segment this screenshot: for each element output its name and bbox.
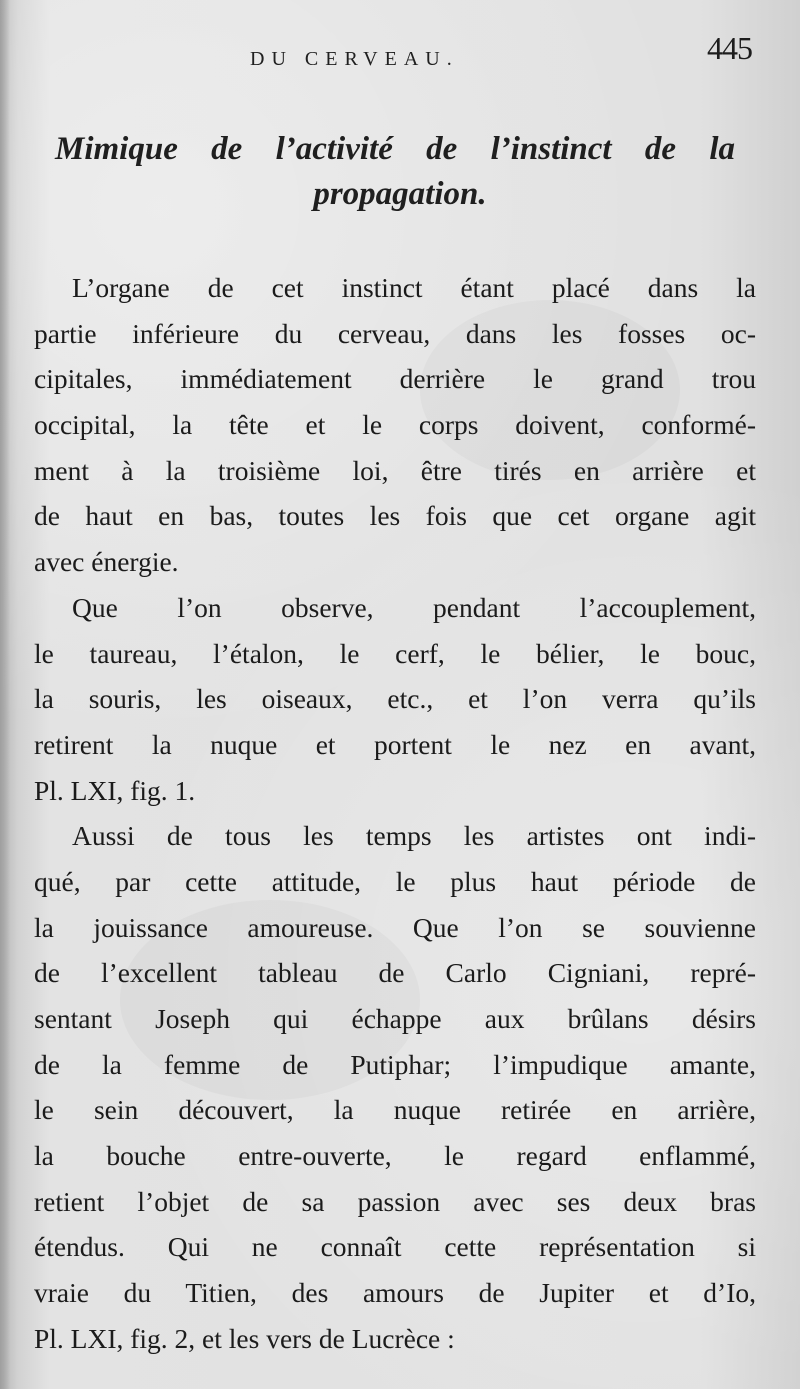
text-line: qué, par cette attitude, le plus haut période de (34, 865, 756, 897)
text-line: le sein découvert, la nuque retirée en arrière, (34, 1094, 756, 1126)
text-line: étendus. Qui ne connaît cette représentation si (34, 1231, 756, 1263)
text-line: Pl. LXI, fig. 2, et les vers de Lucrèce : (34, 1322, 455, 1354)
text-line: le taureau, l’étalon, le cerf, le bélier, le bouc, (34, 637, 756, 669)
text-line: la jouissance amoureuse. Que l’on se souvienne (34, 911, 756, 943)
text-line: retient l’objet de sa passion avec ses deux bras (34, 1185, 756, 1217)
text-line: retirent la nuque et portent le nez en avant, (34, 728, 756, 760)
running-head: DU CERVEAU. (250, 48, 459, 70)
text-line: avec énergie. (34, 546, 179, 578)
section-title-line: Mimique de l’activité de l’instinct de la (55, 131, 735, 167)
text-line: vraie du Titien, des amours de Jupiter et d’Io, (34, 1277, 756, 1309)
page-header (0, 30, 800, 80)
text-line: de l’excellent tableau de Carlo Cigniani, repré- (34, 957, 756, 989)
section-title (55, 127, 745, 217)
text-line: partie inférieure du cerveau, dans les fosses oc- (34, 317, 756, 349)
text-line: ment à la troisième loi, être tirés en arrière et (34, 454, 756, 486)
text-line: sentant Joseph qui échappe aux brûlans désirs (34, 1003, 756, 1034)
text-line: occipital, la tête et le corps doivent, conformé- (34, 409, 756, 441)
text-line: la souris, les oiseaux, etc., et l’on verra qu’ils (34, 683, 756, 715)
text-line: Aussi de tous les temps les artistes ont indi- (72, 820, 756, 852)
text-line: la bouche entre-ouverte, le regard enflammé, (34, 1140, 756, 1172)
paragraph (34, 813, 756, 1361)
body-text (34, 265, 756, 1362)
text-line: Pl. LXI, fig. 1. (34, 774, 196, 806)
page-gutter-shadow (0, 0, 10, 1389)
section-title-line: propagation. (313, 176, 487, 212)
text-line: L’organe de cet instinct étant placé dans la (72, 272, 756, 303)
text-line: Que l’on observe, pendant l’accouplement, (72, 591, 756, 623)
text-line: cipitales, immédiatement derrière le grand trou (34, 363, 756, 395)
page-number: 445 (707, 30, 752, 66)
paragraph (34, 585, 756, 813)
text-line: de haut en bas, toutes les fois que cet organe agit (34, 500, 756, 532)
paragraph (34, 265, 756, 585)
text-line: de la femme de Putiphar; l’impudique amante, (34, 1048, 756, 1080)
